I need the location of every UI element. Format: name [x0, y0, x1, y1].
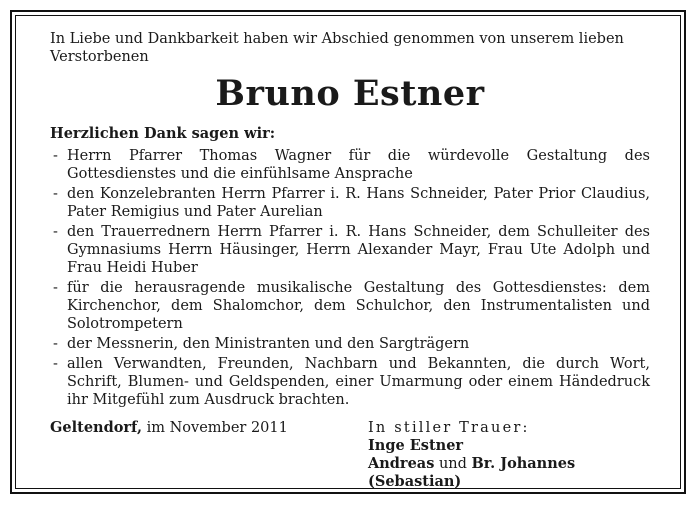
- signer-line: [368, 455, 650, 491]
- list-item: [50, 335, 650, 353]
- dash-bullet: -: [53, 224, 58, 240]
- list-item-text: der Messnerin, den Ministranten und den Sargträgern: [67, 336, 470, 352]
- list-item-text: für die herausragende musikalische Gestaltung des Gottesdienstes: dem Kirchenchor, dem Shalomchor, dem Schulchor, den Instrumentalisten und Solotrompetern: [67, 280, 650, 332]
- dash-bullet: -: [53, 148, 58, 164]
- dash-bullet: -: [53, 336, 58, 352]
- signer-name: Inge Estner: [368, 437, 464, 454]
- list-item: [50, 355, 650, 409]
- list-item: [50, 147, 650, 183]
- dash-bullet: -: [53, 356, 58, 372]
- conjunction-text: und: [434, 456, 472, 472]
- date-text: im November 2011: [142, 420, 288, 436]
- dash-bullet: -: [53, 186, 58, 202]
- intro-text: In Liebe und Dankbarkeit haben wir Abschied genommen von unserem lieben Verstorbenen: [50, 31, 624, 65]
- list-item-text: den Konzelebranten Herrn Pfarrer i. R. Hans Schneider, Pater Prior Claudius, Pater Remigius und Pater Aurelian: [67, 186, 650, 220]
- signers-block: [368, 419, 650, 491]
- notice-content: [50, 30, 650, 490]
- list-item: [50, 279, 650, 333]
- place-name: Geltendorf,: [50, 419, 142, 436]
- signer-name: Br. Johannes (Sebastian): [368, 455, 576, 490]
- list-item-text: den Trauerrednern Herrn Pfarrer i. R. Hans Schneider, dem Schulleiter des Gymnasiums Herrn Häusinger, Herrn Alexander Mayr, Frau Ute Adolph und Frau Heidi Huber: [67, 224, 650, 276]
- notice-footer: [50, 419, 650, 490]
- mourning-label: In stiller Trauer:: [368, 420, 530, 436]
- list-item: [50, 223, 650, 277]
- signer-name: Andreas: [368, 455, 435, 472]
- list-item: [50, 185, 650, 221]
- deceased-name: Bruno Estner: [215, 73, 485, 114]
- list-item-text: Herrn Pfarrer Thomas Wagner für die würdevolle Gestaltung des Gottesdienstes und die einfühlsame Ansprache: [67, 148, 650, 182]
- thanks-heading: Herzlichen Dank sagen wir:: [50, 125, 276, 142]
- place-date: [50, 419, 288, 437]
- dash-bullet: -: [53, 280, 58, 296]
- thanks-list: [50, 147, 650, 409]
- list-item-text: allen Verwandten, Freunden, Nachbarn und Bekannten, die durch Wort, Schrift, Blumen- und Geldspenden, einer Umarmung oder einem Händedruck ihr Mitgefühl zum Ausdruck brachten.: [67, 356, 650, 408]
